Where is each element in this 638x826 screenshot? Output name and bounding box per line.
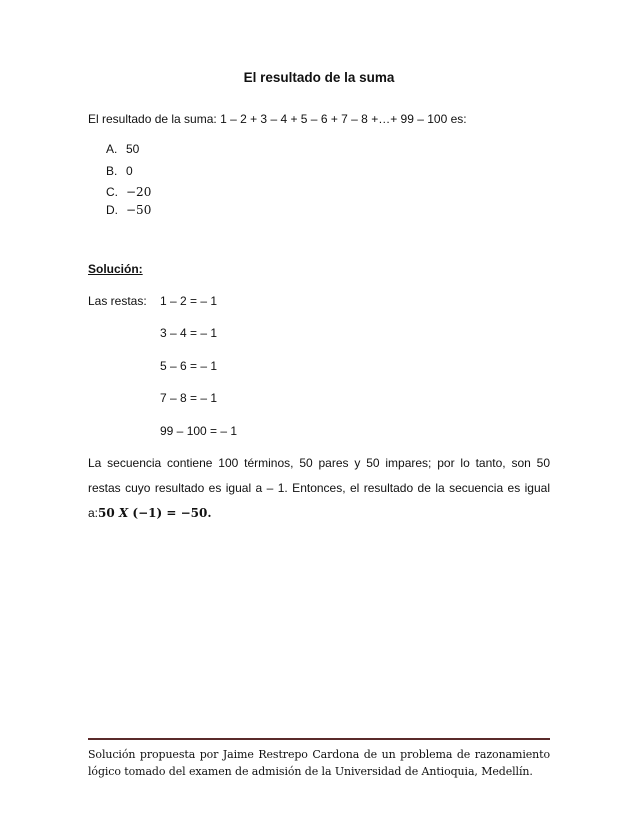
option-a: [106, 142, 139, 156]
footer-divider: [88, 738, 550, 740]
result-a: 50: [98, 506, 115, 520]
option-value: −20: [126, 185, 152, 199]
resta-line: 7 – 8 = – 1: [160, 391, 218, 405]
result-x: X: [118, 506, 129, 520]
option-b: [106, 164, 133, 178]
option-letter: D.: [106, 203, 118, 217]
restas-label: Las restas:: [88, 294, 147, 308]
resta-line: 3 – 4 = – 1: [160, 326, 218, 340]
option-letter: C.: [106, 185, 118, 199]
option-c: [106, 185, 151, 199]
option-letter: A.: [106, 142, 118, 156]
question-text: El resultado de la suma: 1 – 2 + 3 – 4 + 5 – 6 + 7 – 8 +…+ 99 – 100 es:: [88, 112, 467, 126]
document-title: El resultado de la suma: [243, 70, 395, 85]
resta-line: 1 – 2 = – 1: [160, 294, 218, 308]
explanation-paragraph: [88, 451, 550, 526]
result-b: (−1) = −50: [128, 506, 208, 520]
option-letter: B.: [106, 164, 118, 178]
option-value: 0: [126, 164, 133, 178]
solution-heading: Solución:: [88, 262, 143, 276]
resta-line: 5 – 6 = – 1: [160, 359, 218, 373]
option-value: −50: [126, 203, 152, 217]
option-d: [106, 203, 151, 217]
explanation-text: La secuencia contiene 100 términos, 50 pares y 50 impares; por lo tanto, son 50 restas cuyo resultado es igual a – 1. Entonces, el resultado de la secuencia es igual a:: [88, 456, 550, 520]
result-end: .: [207, 506, 212, 520]
footer-note: Solución propuesta por Jaime Restrepo Cardona de un problema de razonamiento lógico tomado del examen de admisión de la Universidad de Antioquia, Medellín.: [88, 748, 550, 778]
resta-line: 99 – 100 = – 1: [160, 424, 238, 438]
option-value: 50: [126, 142, 140, 156]
result-expression: [98, 506, 212, 520]
